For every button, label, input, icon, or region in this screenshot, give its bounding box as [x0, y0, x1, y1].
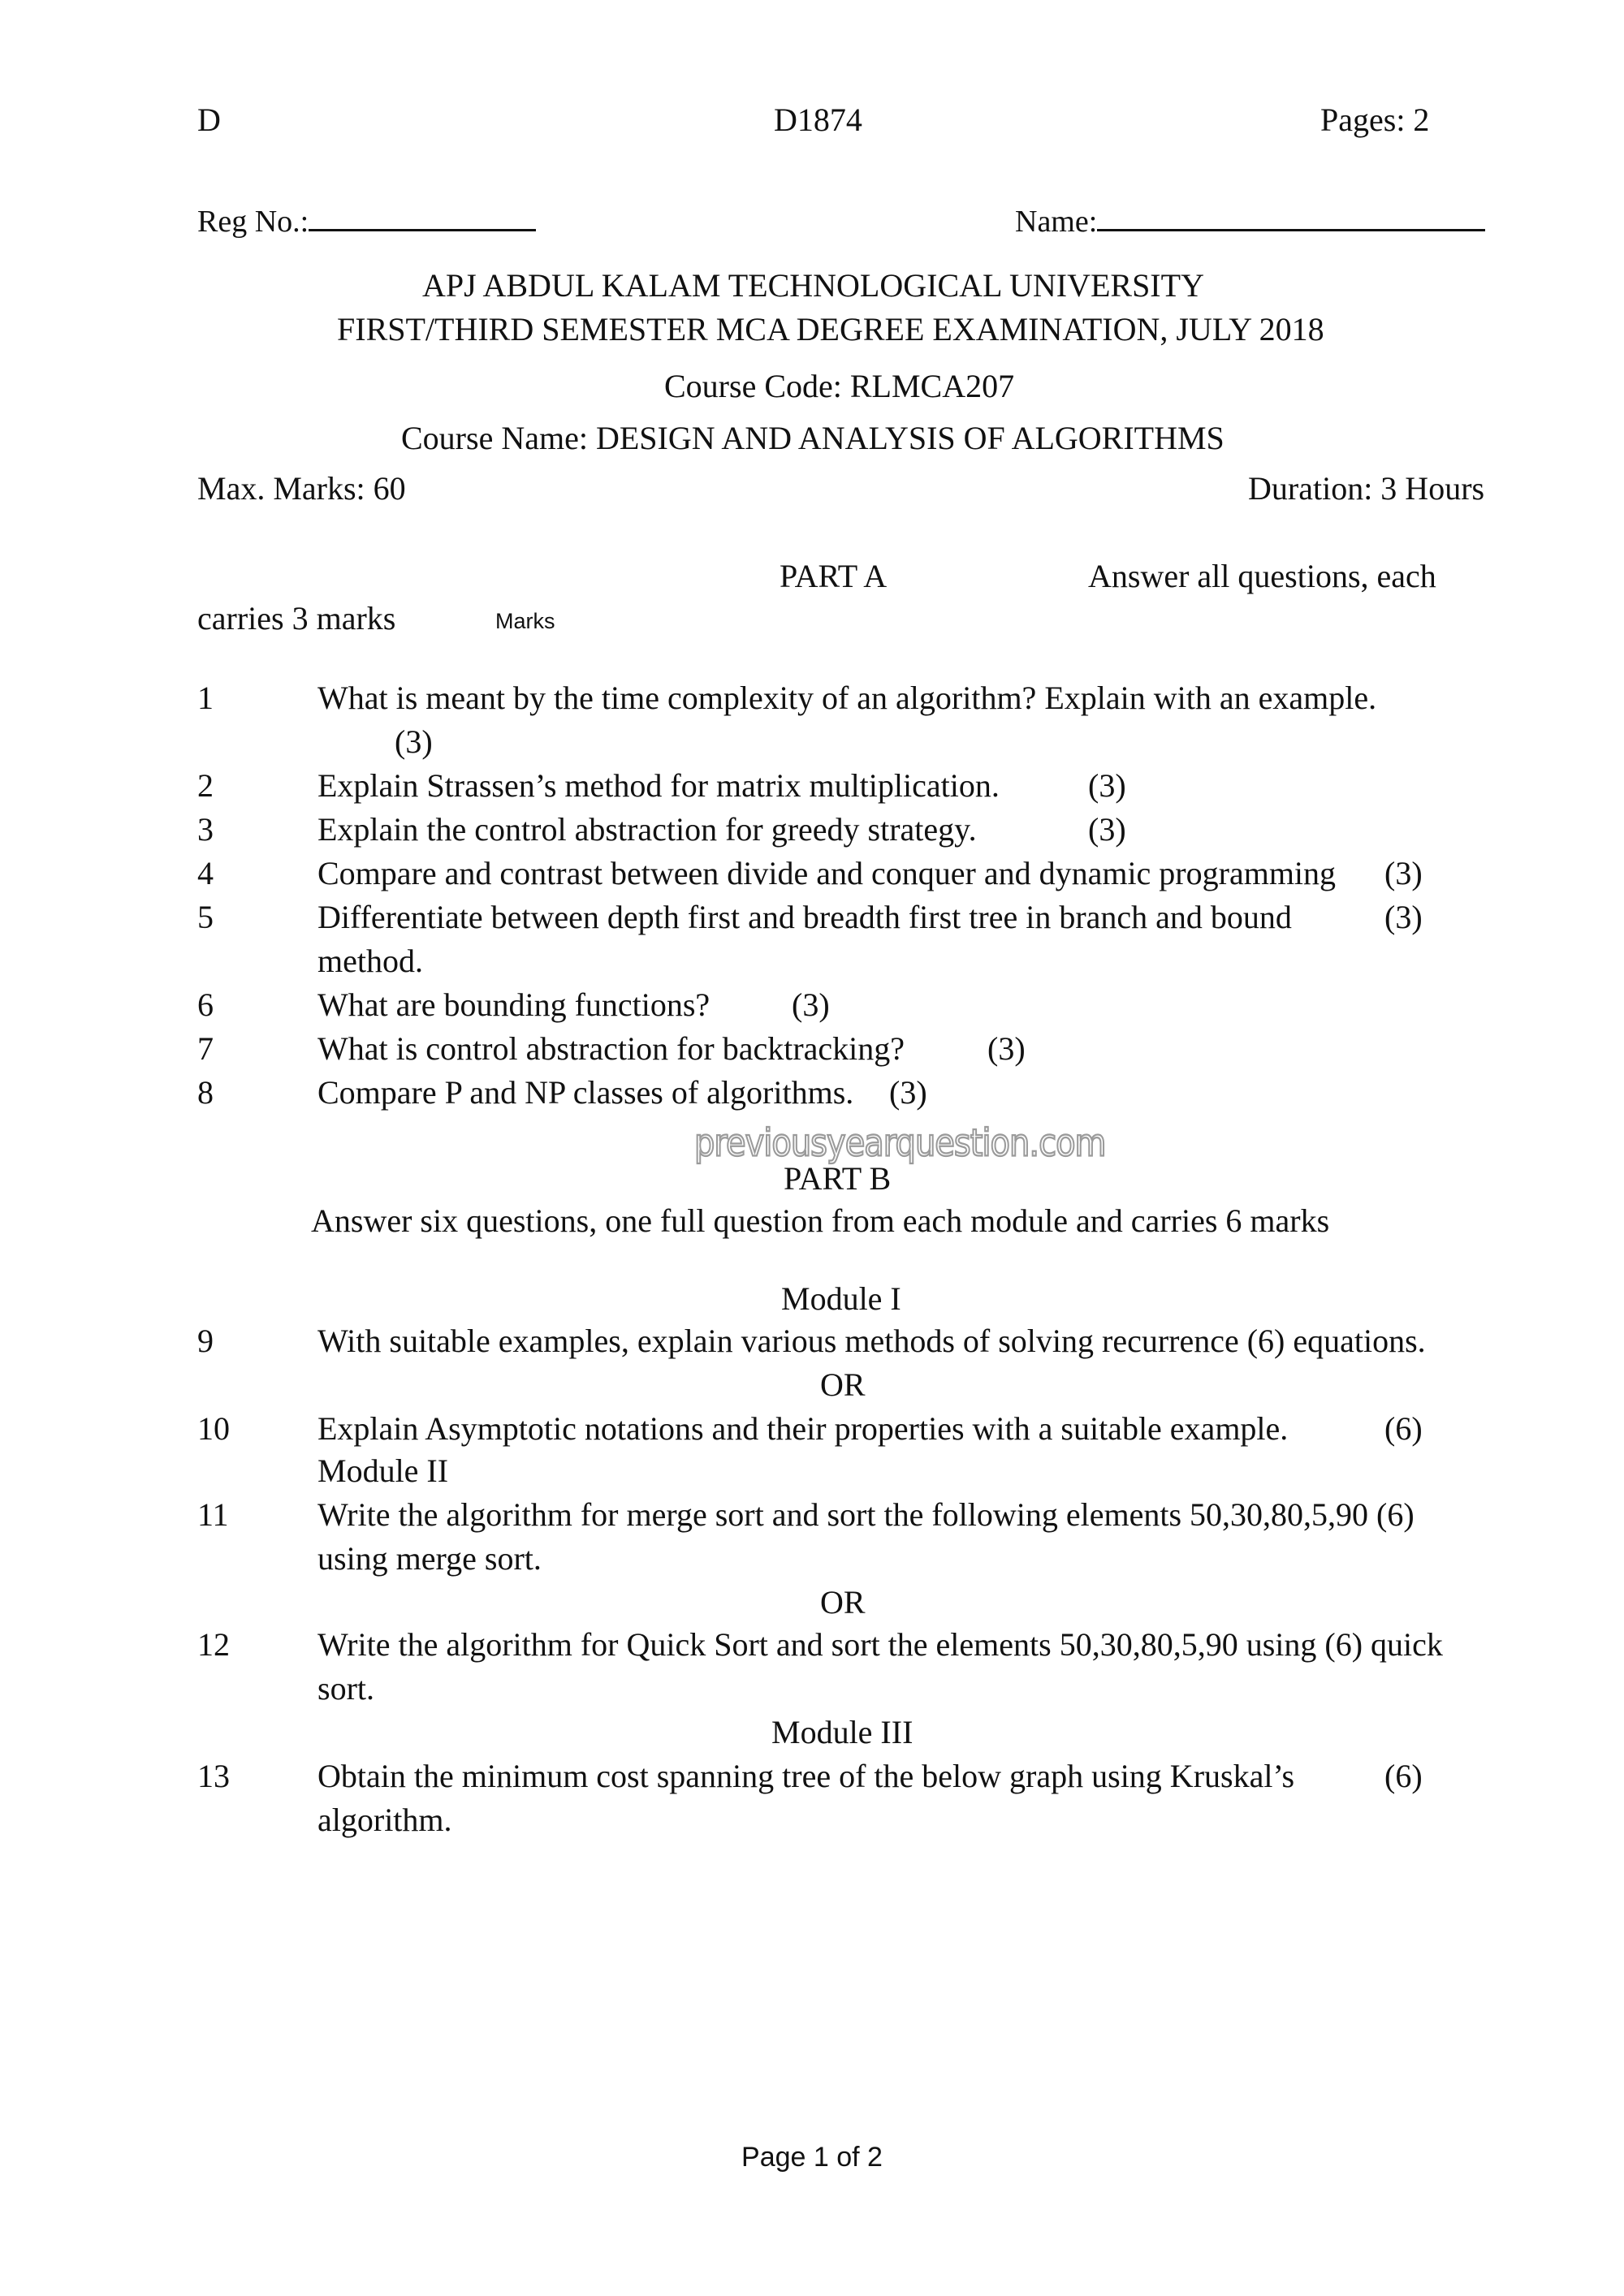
question-number: 2 — [197, 767, 214, 804]
question-number: 7 — [197, 1030, 214, 1067]
reg-no-label: Reg No.: — [197, 205, 309, 239]
question-text: Differentiate between depth first and breadth first tree in branch and bound — [317, 899, 1292, 935]
question-number: 6 — [197, 986, 214, 1023]
name-field — [1015, 206, 1485, 237]
question-text: Compare P and NP classes of algorithms. — [317, 1074, 854, 1111]
question-text: What is control abstraction for backtracking? — [317, 1030, 905, 1067]
page-footer: Page 1 of 2 — [741, 2142, 883, 2173]
question-number: 8 — [197, 1074, 214, 1111]
question-number: 1 — [197, 680, 214, 716]
name-label: Name: — [1015, 205, 1098, 239]
part-b-instruction: Answer six questions, one full question from each module and carries 6 marks — [311, 1202, 1330, 1239]
question-marks: (3) — [395, 723, 433, 760]
page-count: Pages: 2 — [1320, 101, 1430, 138]
module-heading: Module II — [317, 1452, 449, 1489]
part-a-instruction: Answer all questions, each — [1088, 558, 1436, 594]
question-text: Explain Strassen’s method for matrix multiplication. — [317, 767, 1000, 804]
question-text: Write the algorithm for merge sort and sort the following elements 50,30,80,5,90 (6) — [317, 1496, 1415, 1533]
name-blank — [1097, 229, 1485, 231]
course-name: Course Name: DESIGN AND ANALYSIS OF ALGORITHMS — [401, 420, 1224, 456]
question-number: 10 — [197, 1410, 230, 1447]
question-text: What are bounding functions? — [317, 986, 710, 1023]
question-marks: (3) — [1088, 811, 1126, 848]
question-marks: (3) — [792, 986, 830, 1023]
question-marks: (3) — [1384, 899, 1423, 935]
question-number: 12 — [197, 1626, 230, 1663]
duration: Duration: 3 Hours — [1248, 470, 1485, 507]
question-number: 3 — [197, 811, 214, 848]
question-text: Explain Asymptotic notations and their properties with a suitable example. — [317, 1410, 1289, 1447]
question-marks: (3) — [987, 1030, 1026, 1067]
reg-no-field — [197, 206, 536, 237]
max-marks: Max. Marks: 60 — [197, 470, 406, 507]
question-number: 13 — [197, 1758, 230, 1794]
question-text: What is meant by the time complexity of an algorithm? Explain with an example. — [317, 680, 1377, 716]
question-marks: (6) — [1384, 1758, 1423, 1794]
question-marks: (6) — [1384, 1410, 1423, 1447]
question-text-continuation: method. — [317, 943, 423, 979]
question-text: Compare and contrast between divide and conquer and dynamic programming — [317, 855, 1337, 891]
marks-column-label: Marks — [495, 609, 555, 633]
question-text: Explain the control abstraction for greedy strategy. — [317, 811, 977, 848]
course-code: Course Code: RLMCA207 — [664, 368, 1015, 404]
question-text-continuation: algorithm. — [317, 1802, 452, 1838]
module-heading: Module I — [781, 1280, 901, 1317]
question-text: Obtain the minimum cost spanning tree of the below graph using Kruskal’s — [317, 1758, 1295, 1794]
question-text: With suitable examples, explain various methods of solving recurrence (6) equations. — [317, 1323, 1426, 1359]
watermark-logo: previousyearquestion.com — [694, 1122, 1106, 1165]
question-text-continuation: sort. — [317, 1670, 374, 1707]
part-a-heading: PART A — [780, 558, 888, 594]
module-heading: Module III — [771, 1714, 914, 1750]
question-number: 9 — [197, 1323, 214, 1359]
question-number: 5 — [197, 899, 214, 935]
part-b-heading: PART B — [784, 1160, 892, 1197]
question-marks: (3) — [1088, 767, 1126, 804]
question-number: 4 — [197, 855, 214, 891]
question-number: 11 — [197, 1496, 229, 1533]
university-name: APJ ABDUL KALAM TECHNOLOGICAL UNIVERSITY — [422, 267, 1204, 304]
part-a-instruction-cont: carries 3 marks — [197, 600, 396, 637]
question-marks: (3) — [1384, 855, 1423, 891]
or-separator: OR — [820, 1584, 866, 1621]
reg-no-blank — [309, 229, 536, 231]
exam-title: FIRST/THIRD SEMESTER MCA DEGREE EXAMINATION, JULY 2018 — [337, 311, 1324, 347]
question-marks: (3) — [889, 1074, 927, 1111]
question-text: Write the algorithm for Quick Sort and sort the elements 50,30,80,5,90 using (6) quick — [317, 1626, 1443, 1663]
or-separator: OR — [820, 1366, 866, 1403]
paper-code: D1874 — [774, 101, 862, 138]
paper-set-letter: D — [197, 101, 221, 138]
question-text-continuation: using merge sort. — [317, 1540, 542, 1577]
